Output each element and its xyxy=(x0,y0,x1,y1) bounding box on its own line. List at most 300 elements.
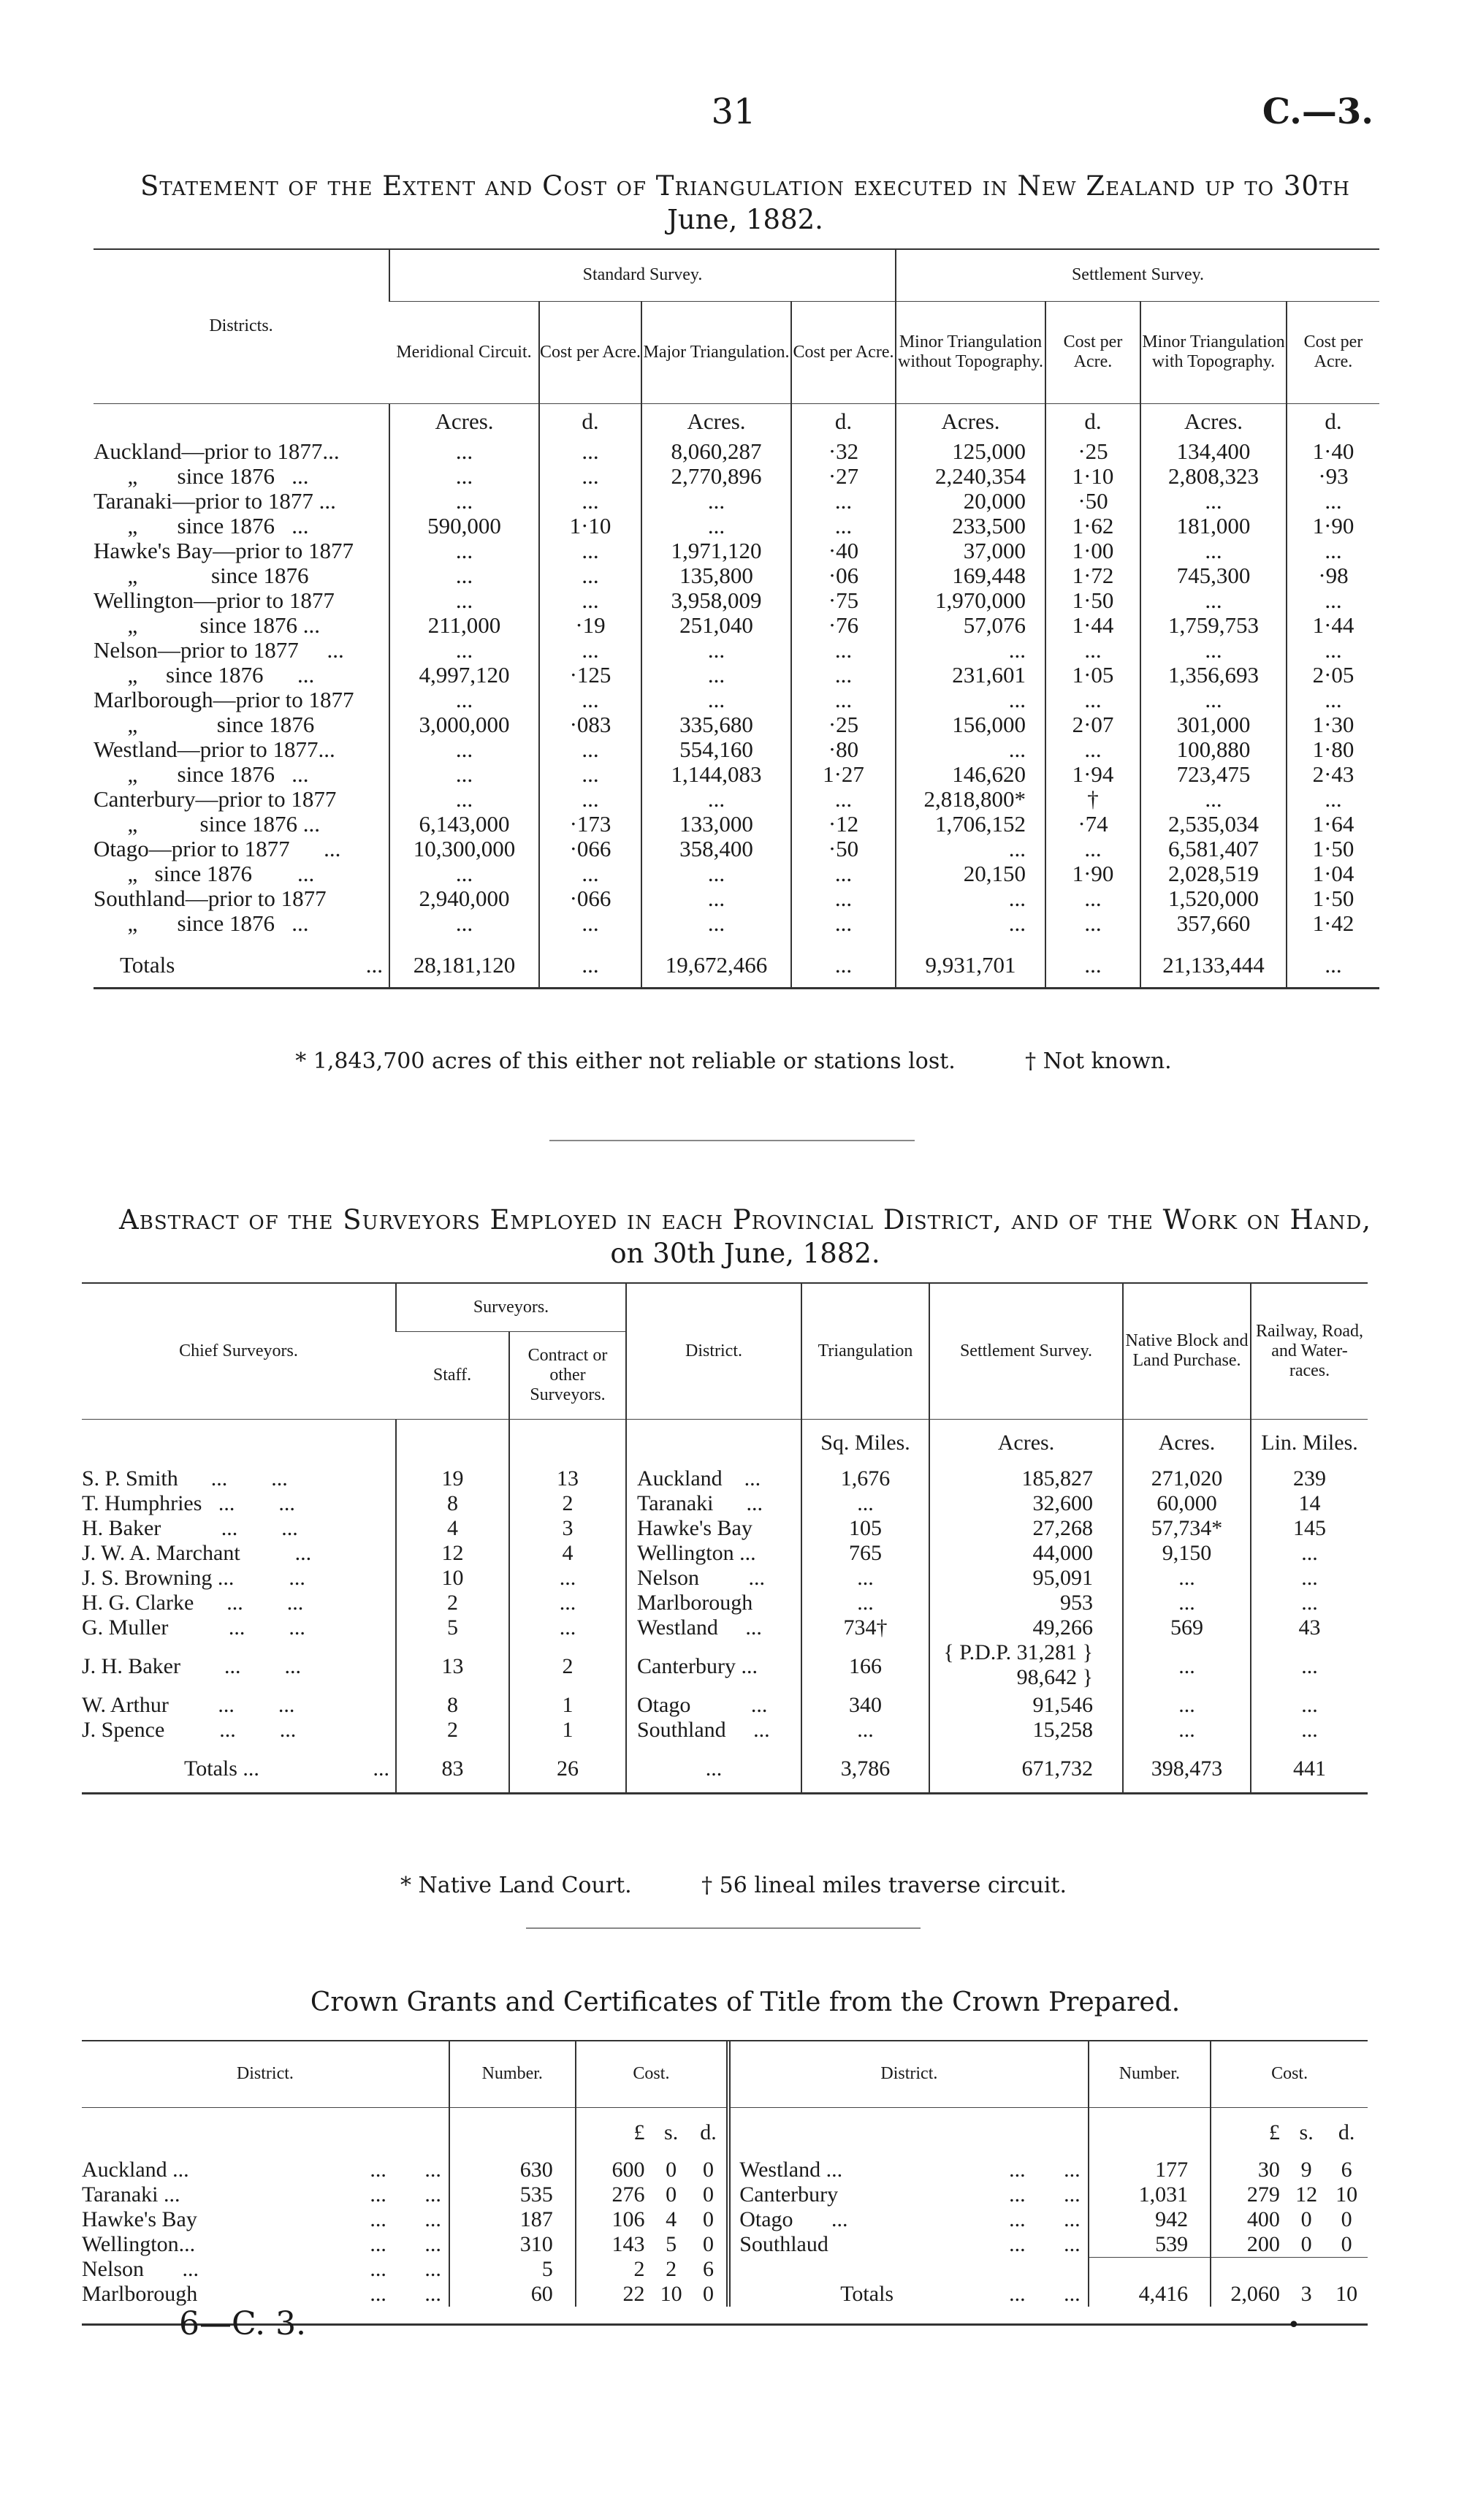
number-value: 539 xyxy=(1089,2232,1211,2258)
totals-dots: ... xyxy=(373,1756,389,1781)
number-value: 942 xyxy=(1089,2207,1211,2232)
shillings-value: 0 xyxy=(1300,2207,1312,2231)
cell-value: ... xyxy=(389,688,539,712)
cell-value: 1·44 xyxy=(1045,613,1140,638)
pounds-value: 22 xyxy=(576,2282,652,2307)
cell-value: 8,060,287 xyxy=(641,439,791,464)
col-minor-without-topography: Minor Triangulation without Topography. xyxy=(896,301,1045,403)
cell-value: 1,144,083 xyxy=(641,762,791,787)
grant-row xyxy=(82,2282,1368,2307)
cell-value: ·50 xyxy=(791,837,896,861)
cell-value: ... xyxy=(1287,688,1379,712)
leader-dots: ... ... xyxy=(370,2231,441,2256)
surveyor-row xyxy=(82,1541,1368,1566)
shillings-value: 10 xyxy=(660,2282,682,2306)
settlement-value: 32,600 xyxy=(929,1491,1123,1516)
contract-value: 4 xyxy=(509,1541,626,1566)
col-chief-surveyors: Chief Surveyors. xyxy=(179,1341,298,1360)
contract-value: 2 xyxy=(509,1491,626,1516)
district-label: „ since 1876 ... xyxy=(94,910,309,936)
district-label: „ since 1876 ... xyxy=(94,512,309,538)
cell-value: ... xyxy=(1140,538,1287,563)
district-label: Canterbury—prior to 1877 xyxy=(94,785,337,812)
grants-table xyxy=(82,2040,1368,2326)
cell-value: 1,706,152 xyxy=(896,812,1045,837)
cell-value: ... xyxy=(1140,638,1287,663)
cell-value: 1·10 xyxy=(1045,464,1140,489)
triangulation-title-line1: Statement of the Extent and Cost of Triangulation executed in New Zealand up to 30th xyxy=(140,170,1350,202)
col-cost-right: Cost. xyxy=(1211,2041,1368,2107)
cell-value: 134,400 xyxy=(1140,439,1287,464)
surveyors-title-line1: Abstract of the Surveyors Employed in each Provincial District, and of the Work on Hand, xyxy=(119,1204,1371,1236)
cell-value: 1,759,753 xyxy=(1140,613,1287,638)
leader-dots: ... ... xyxy=(370,2182,441,2207)
cell-value: ... xyxy=(896,886,1045,911)
cell-value: 1·10 xyxy=(539,514,641,538)
unit: Acres. xyxy=(389,404,539,439)
pence-value: 10 xyxy=(1335,2182,1358,2207)
district-label: „ since 1876 ... xyxy=(94,810,320,837)
settlement-value: 44,000 xyxy=(929,1541,1123,1566)
district-name: Hawke's Bay xyxy=(626,1516,801,1541)
cell-value: ... xyxy=(389,588,539,613)
total-value: ... xyxy=(1287,949,1379,989)
col-cost-per-acre-1: Cost per Acre. xyxy=(539,301,641,403)
cell-value: 2,535,034 xyxy=(1140,812,1287,837)
cell-value: 1·40 xyxy=(1287,439,1379,464)
cell-value: 1·94 xyxy=(1045,762,1140,787)
cell-value: ... xyxy=(539,464,641,489)
cell-value: 301,000 xyxy=(1140,712,1287,737)
leader-dots: ... ... xyxy=(1009,2207,1081,2231)
cell-value: 1,970,000 xyxy=(896,588,1045,613)
settlement-value: 95,091 xyxy=(929,1566,1123,1591)
settlement-value xyxy=(929,1640,1123,1693)
cell-value: ·93 xyxy=(1287,464,1379,489)
leader-dots: ... ... xyxy=(1009,2282,1081,2306)
leader-dots: ... ... xyxy=(370,2257,441,2281)
units-row xyxy=(94,404,1379,439)
district-row xyxy=(94,563,1379,588)
triangulation-value: ... xyxy=(801,1491,929,1516)
pounds-value: 400 xyxy=(1211,2207,1287,2232)
cell-value: ... xyxy=(539,911,641,936)
cell-value: ·066 xyxy=(539,837,641,861)
cell-value: ... xyxy=(539,489,641,514)
cell-value: ... xyxy=(1045,688,1140,712)
cell-value: 1·04 xyxy=(1287,861,1379,886)
totals-label: Totals xyxy=(840,2282,894,2306)
railway-value: ... xyxy=(1251,1541,1368,1566)
cell-value: 1·05 xyxy=(1045,663,1140,688)
triangulation-value: 340 xyxy=(801,1693,929,1718)
district-row xyxy=(94,588,1379,613)
native-value: 57,734* xyxy=(1123,1516,1251,1541)
triangulation-title-line2: June, 1882. xyxy=(667,204,823,235)
total-value: ... xyxy=(626,1753,801,1794)
cell-value: 3,000,000 xyxy=(389,712,539,737)
col-contract: Contract or other Surveyors. xyxy=(509,1331,626,1419)
shilling-unit: s. xyxy=(664,2120,679,2144)
col-railway: Railway, Road, and Water-races. xyxy=(1251,1284,1368,1419)
cell-value: 146,620 xyxy=(896,762,1045,787)
total-pence: 10 xyxy=(1335,2282,1358,2306)
col-cost-per-acre-4: Cost per Acre. xyxy=(1287,301,1379,403)
district-row xyxy=(94,787,1379,812)
pence-value: 0 xyxy=(703,2157,714,2182)
total-value: ... xyxy=(539,949,641,989)
district-name: Wellington... xyxy=(82,2231,196,2256)
settlement-value: 185,827 xyxy=(929,1466,1123,1491)
cell-value: 1,971,120 xyxy=(641,538,791,563)
railway-value: 239 xyxy=(1251,1466,1368,1491)
section-divider xyxy=(549,1140,915,1141)
cell-value: 554,160 xyxy=(641,737,791,762)
district-label: „ since 1876 ... xyxy=(94,462,309,489)
railway-value: ... xyxy=(1251,1566,1368,1591)
totals-label: Totals xyxy=(120,951,175,978)
unit: d. xyxy=(1045,404,1140,439)
settlement-value: 953 xyxy=(929,1591,1123,1615)
totals-dots: ... xyxy=(365,951,383,978)
cell-value: ... xyxy=(1287,538,1379,563)
district-name: Otago ... xyxy=(739,2207,848,2231)
cell-value: 745,300 xyxy=(1140,563,1287,588)
cell-value: 133,000 xyxy=(641,812,791,837)
number-value: 310 xyxy=(449,2232,576,2258)
district-row xyxy=(94,812,1379,837)
cell-value: 37,000 xyxy=(896,538,1045,563)
staff-value: 2 xyxy=(396,1591,509,1615)
shillings-value: 0 xyxy=(666,2157,677,2182)
number-value: 187 xyxy=(449,2207,576,2232)
district-name: Southland ... xyxy=(626,1718,801,1743)
cell-value: 1·42 xyxy=(1287,911,1379,936)
surveyors-title xyxy=(110,1203,1381,1271)
district-row xyxy=(94,439,1379,464)
totals-label: Totals ... xyxy=(184,1756,259,1781)
col-number-right: Number. xyxy=(1089,2041,1211,2107)
col-native-block: Native Block and Land Purchase. xyxy=(1123,1284,1251,1419)
surveyors-table xyxy=(82,1282,1368,1794)
cell-value: ... xyxy=(1140,489,1287,514)
cell-value: ... xyxy=(1140,588,1287,613)
number-value: 177 xyxy=(1089,2158,1211,2182)
cell-value: ... xyxy=(641,514,791,538)
surveyor-name: J. S. Browning ... ... xyxy=(82,1565,305,1590)
grants-title: Crown Grants and Certificates of Title from the Crown Prepared. xyxy=(310,1987,1181,2017)
district-label: Hawke's Bay—prior to 1877 xyxy=(94,537,354,563)
cell-value: 2·07 xyxy=(1045,712,1140,737)
cell-value: 2,940,000 xyxy=(389,886,539,911)
cell-value: 20,000 xyxy=(896,489,1045,514)
cell-value: ... xyxy=(389,563,539,588)
staff-value: 4 xyxy=(396,1516,509,1541)
group-settlement-survey: Settlement Survey. xyxy=(896,250,1379,301)
surveyor-name: J. H. Baker ... ... xyxy=(82,1653,301,1678)
cell-value: 231,601 xyxy=(896,663,1045,688)
native-value: ... xyxy=(1123,1693,1251,1718)
unit: d. xyxy=(539,404,641,439)
cell-value: 125,000 xyxy=(896,439,1045,464)
cell-value: 1·80 xyxy=(1287,737,1379,762)
pence-value: 0 xyxy=(1341,2207,1352,2231)
pounds-value: 106 xyxy=(576,2207,652,2232)
surveyor-row xyxy=(82,1591,1368,1615)
staff-value: 19 xyxy=(396,1466,509,1491)
cell-value: ... xyxy=(1045,886,1140,911)
shillings-value: 4 xyxy=(666,2207,677,2231)
surveyor-row xyxy=(82,1693,1368,1718)
cell-value: 57,076 xyxy=(896,613,1045,638)
district-label: „ since 1876 xyxy=(94,711,315,737)
settlement-total: 98,642 } xyxy=(1016,1664,1093,1689)
cell-value: ·50 xyxy=(1045,489,1140,514)
cell-value: 233,500 xyxy=(896,514,1045,538)
leader-dots: ... ... xyxy=(370,2157,441,2182)
contract-value: 13 xyxy=(509,1466,626,1491)
district-row xyxy=(94,538,1379,563)
district-name: Canterbury ... xyxy=(626,1640,801,1693)
contract-value: ... xyxy=(509,1615,626,1640)
cell-value: ... xyxy=(1045,737,1140,762)
leader-dots: ... ... xyxy=(1009,2231,1081,2256)
surveyor-row xyxy=(82,1491,1368,1516)
railway-value: ... xyxy=(1251,1640,1368,1693)
col-major-triangulation: Major Triangulation. xyxy=(641,301,791,403)
shillings-value: 0 xyxy=(1300,2231,1312,2256)
district-label: „ since 1876 ... xyxy=(94,860,315,886)
cell-value: ... xyxy=(389,538,539,563)
cell-value: 1·62 xyxy=(1045,514,1140,538)
cell-value: ... xyxy=(539,638,641,663)
cell-value: ·27 xyxy=(791,464,896,489)
group-standard-survey: Standard Survey. xyxy=(389,250,896,301)
railway-value: 14 xyxy=(1251,1491,1368,1516)
col-triangulation: Triangulation xyxy=(801,1284,929,1419)
triangulation-value: ... xyxy=(801,1718,929,1743)
total-value: ... xyxy=(1045,949,1140,989)
district-label: Marlborough—prior to 1877 xyxy=(94,686,354,712)
cell-value: ... xyxy=(389,489,539,514)
triangulation-value: 765 xyxy=(801,1541,929,1566)
shilling-unit: s. xyxy=(1299,2120,1314,2144)
cell-value: 358,400 xyxy=(641,837,791,861)
cell-value: ... xyxy=(896,911,1045,936)
pound-unit: £ xyxy=(576,2108,652,2158)
district-label: Auckland—prior to 1877... xyxy=(94,438,340,464)
unit: Acres. xyxy=(1140,404,1287,439)
cell-value: ... xyxy=(1045,911,1140,936)
cell-value: ... xyxy=(896,837,1045,861)
cell-value: ... xyxy=(389,464,539,489)
pence-value: 0 xyxy=(1341,2231,1352,2256)
district-row xyxy=(94,762,1379,787)
cell-value: ... xyxy=(641,911,791,936)
surveyor-row xyxy=(82,1516,1368,1541)
settlement-value: 27,268 xyxy=(929,1516,1123,1541)
cell-value: ... xyxy=(791,663,896,688)
railway-value: ... xyxy=(1251,1718,1368,1743)
col-cost-left: Cost. xyxy=(576,2041,729,2107)
cell-value: ... xyxy=(389,911,539,936)
contract-value: ... xyxy=(509,1566,626,1591)
contract-value: 3 xyxy=(509,1516,626,1541)
col-cost-per-acre-2: Cost per Acre. xyxy=(791,301,896,403)
settlement-value: 15,258 xyxy=(929,1718,1123,1743)
cell-value: ·19 xyxy=(539,613,641,638)
col-meridional-circuit: Meridional Circuit. xyxy=(396,342,532,362)
pence-value: 0 xyxy=(703,2282,714,2306)
staff-value: 12 xyxy=(396,1541,509,1566)
cell-value: ... xyxy=(539,737,641,762)
triangulation-value: 166 xyxy=(801,1640,929,1693)
surveyor-name: H. Baker ... ... xyxy=(82,1515,298,1540)
cell-value: ... xyxy=(791,489,896,514)
unit: d. xyxy=(1287,404,1379,439)
triangulation-table xyxy=(94,248,1379,989)
pound-unit: £ xyxy=(1211,2108,1287,2158)
total-pounds: 2,060 xyxy=(1211,2282,1287,2307)
cell-value: ... xyxy=(389,638,539,663)
cell-value: ... xyxy=(791,886,896,911)
surveyor-row xyxy=(82,1640,1368,1693)
number-value: 1,031 xyxy=(1089,2182,1211,2207)
cell-value: 20,150 xyxy=(896,861,1045,886)
district-name: Otago ... xyxy=(626,1693,801,1718)
cell-value: † xyxy=(1045,787,1140,812)
railway-value: ... xyxy=(1251,1591,1368,1615)
district-row xyxy=(94,688,1379,712)
native-value: 9,150 xyxy=(1123,1541,1251,1566)
cell-value: 1·50 xyxy=(1287,886,1379,911)
cell-value: ... xyxy=(641,688,791,712)
cell-value: ·12 xyxy=(791,812,896,837)
cell-value: ... xyxy=(791,911,896,936)
triangulation-value: ... xyxy=(801,1591,929,1615)
cell-value: ... xyxy=(791,638,896,663)
district-name: Taranaki ... xyxy=(82,2182,180,2207)
pence-value: 0 xyxy=(703,2207,714,2231)
cell-value: 4,997,120 xyxy=(389,663,539,688)
cell-value: 10,300,000 xyxy=(389,837,539,861)
railway-value: ... xyxy=(1251,1693,1368,1718)
district-name: Southlaud xyxy=(739,2231,828,2256)
section-divider xyxy=(526,1927,921,1929)
total-value: 28,181,120 xyxy=(389,949,539,989)
shillings-value: 12 xyxy=(1295,2182,1318,2207)
surveyors-footnote: * Native Land Court. † 56 lineal miles traverse circuit. xyxy=(400,1873,1067,1898)
district-row xyxy=(94,861,1379,886)
leader-dots: ... ... xyxy=(1009,2182,1081,2207)
district-name: Westland ... xyxy=(739,2157,843,2182)
staff-value: 2 xyxy=(396,1718,509,1743)
surveyor-name: W. Arthur ... ... xyxy=(82,1692,295,1717)
cell-value: ·98 xyxy=(1287,563,1379,588)
pounds-value: 200 xyxy=(1211,2232,1287,2258)
cell-value: ·74 xyxy=(1045,812,1140,837)
railway-value: 145 xyxy=(1251,1516,1368,1541)
grant-row xyxy=(82,2207,1368,2232)
cell-value: ... xyxy=(539,439,641,464)
district-row xyxy=(94,663,1379,688)
settlement-value: 49,266 xyxy=(929,1615,1123,1640)
cell-value: 2·05 xyxy=(1287,663,1379,688)
district-label: „ since 1876 ... xyxy=(94,612,320,638)
district-row xyxy=(94,489,1379,514)
col-districts: Districts. xyxy=(209,316,273,336)
triangulation-value: 1,676 xyxy=(801,1466,929,1491)
staff-value: 5 xyxy=(396,1615,509,1640)
surveyor-name: T. Humphries ... ... xyxy=(82,1491,295,1515)
total-value: 9,931,701 xyxy=(896,949,1045,989)
total-value: 26 xyxy=(509,1753,626,1794)
cell-value: 2,818,800* xyxy=(896,787,1045,812)
ink-mark: • xyxy=(1287,2312,1300,2338)
native-value: ... xyxy=(1123,1566,1251,1591)
cell-value: 1,356,693 xyxy=(1140,663,1287,688)
cell-value: ... xyxy=(1140,688,1287,712)
cell-value: 169,448 xyxy=(896,563,1045,588)
cell-value: ... xyxy=(389,737,539,762)
district-label: Nelson—prior to 1877 ... xyxy=(94,636,344,663)
cell-value: 181,000 xyxy=(1140,514,1287,538)
col-district-left: District. xyxy=(236,2064,294,2084)
cell-value: ·25 xyxy=(1045,439,1140,464)
native-value: ... xyxy=(1123,1718,1251,1743)
cell-value: ... xyxy=(791,861,896,886)
cell-value: 723,475 xyxy=(1140,762,1287,787)
unit: Acres. xyxy=(929,1420,1123,1466)
cell-value: 357,660 xyxy=(1140,911,1287,936)
cell-value: 156,000 xyxy=(896,712,1045,737)
cell-value: ·32 xyxy=(791,439,896,464)
triangulation-value: ... xyxy=(801,1566,929,1591)
cell-value: 1·00 xyxy=(1045,538,1140,563)
cell-value: 1·50 xyxy=(1287,837,1379,861)
cell-value: 251,040 xyxy=(641,613,791,638)
number-value: 535 xyxy=(449,2182,576,2207)
unit: d. xyxy=(791,404,896,439)
district-name: Canterbury xyxy=(739,2182,839,2207)
district-row xyxy=(94,514,1379,538)
cell-value: ... xyxy=(896,688,1045,712)
pounds-value: 600 xyxy=(576,2158,652,2182)
contract-value: 1 xyxy=(509,1693,626,1718)
unit: Lin. Miles. xyxy=(1251,1420,1368,1466)
cell-value: ·40 xyxy=(791,538,896,563)
cell-value: ... xyxy=(641,861,791,886)
number-value: 60 xyxy=(449,2282,576,2307)
group-surveyors: Surveyors. xyxy=(396,1284,626,1331)
surveyor-name: J. Spence ... ... xyxy=(82,1717,297,1742)
pounds-value: 279 xyxy=(1211,2182,1287,2207)
page-number: 31 xyxy=(711,91,756,132)
cell-value: ... xyxy=(539,563,641,588)
district-label: Taranaki—prior to 1877 ... xyxy=(94,487,336,514)
total-value: 398,473 xyxy=(1123,1753,1251,1794)
staff-value: 13 xyxy=(396,1640,509,1693)
native-value: ... xyxy=(1123,1591,1251,1615)
cell-value: 1·30 xyxy=(1287,712,1379,737)
triangulation-value: 105 xyxy=(801,1516,929,1541)
district-label: Wellington—prior to 1877 xyxy=(94,587,335,613)
cell-value: ... xyxy=(389,861,539,886)
col-number-left: Number. xyxy=(449,2041,576,2107)
district-label: „ since 1876 xyxy=(94,562,309,588)
cell-value: 1·50 xyxy=(1045,588,1140,613)
leader-dots: ... ... xyxy=(1009,2157,1081,2182)
